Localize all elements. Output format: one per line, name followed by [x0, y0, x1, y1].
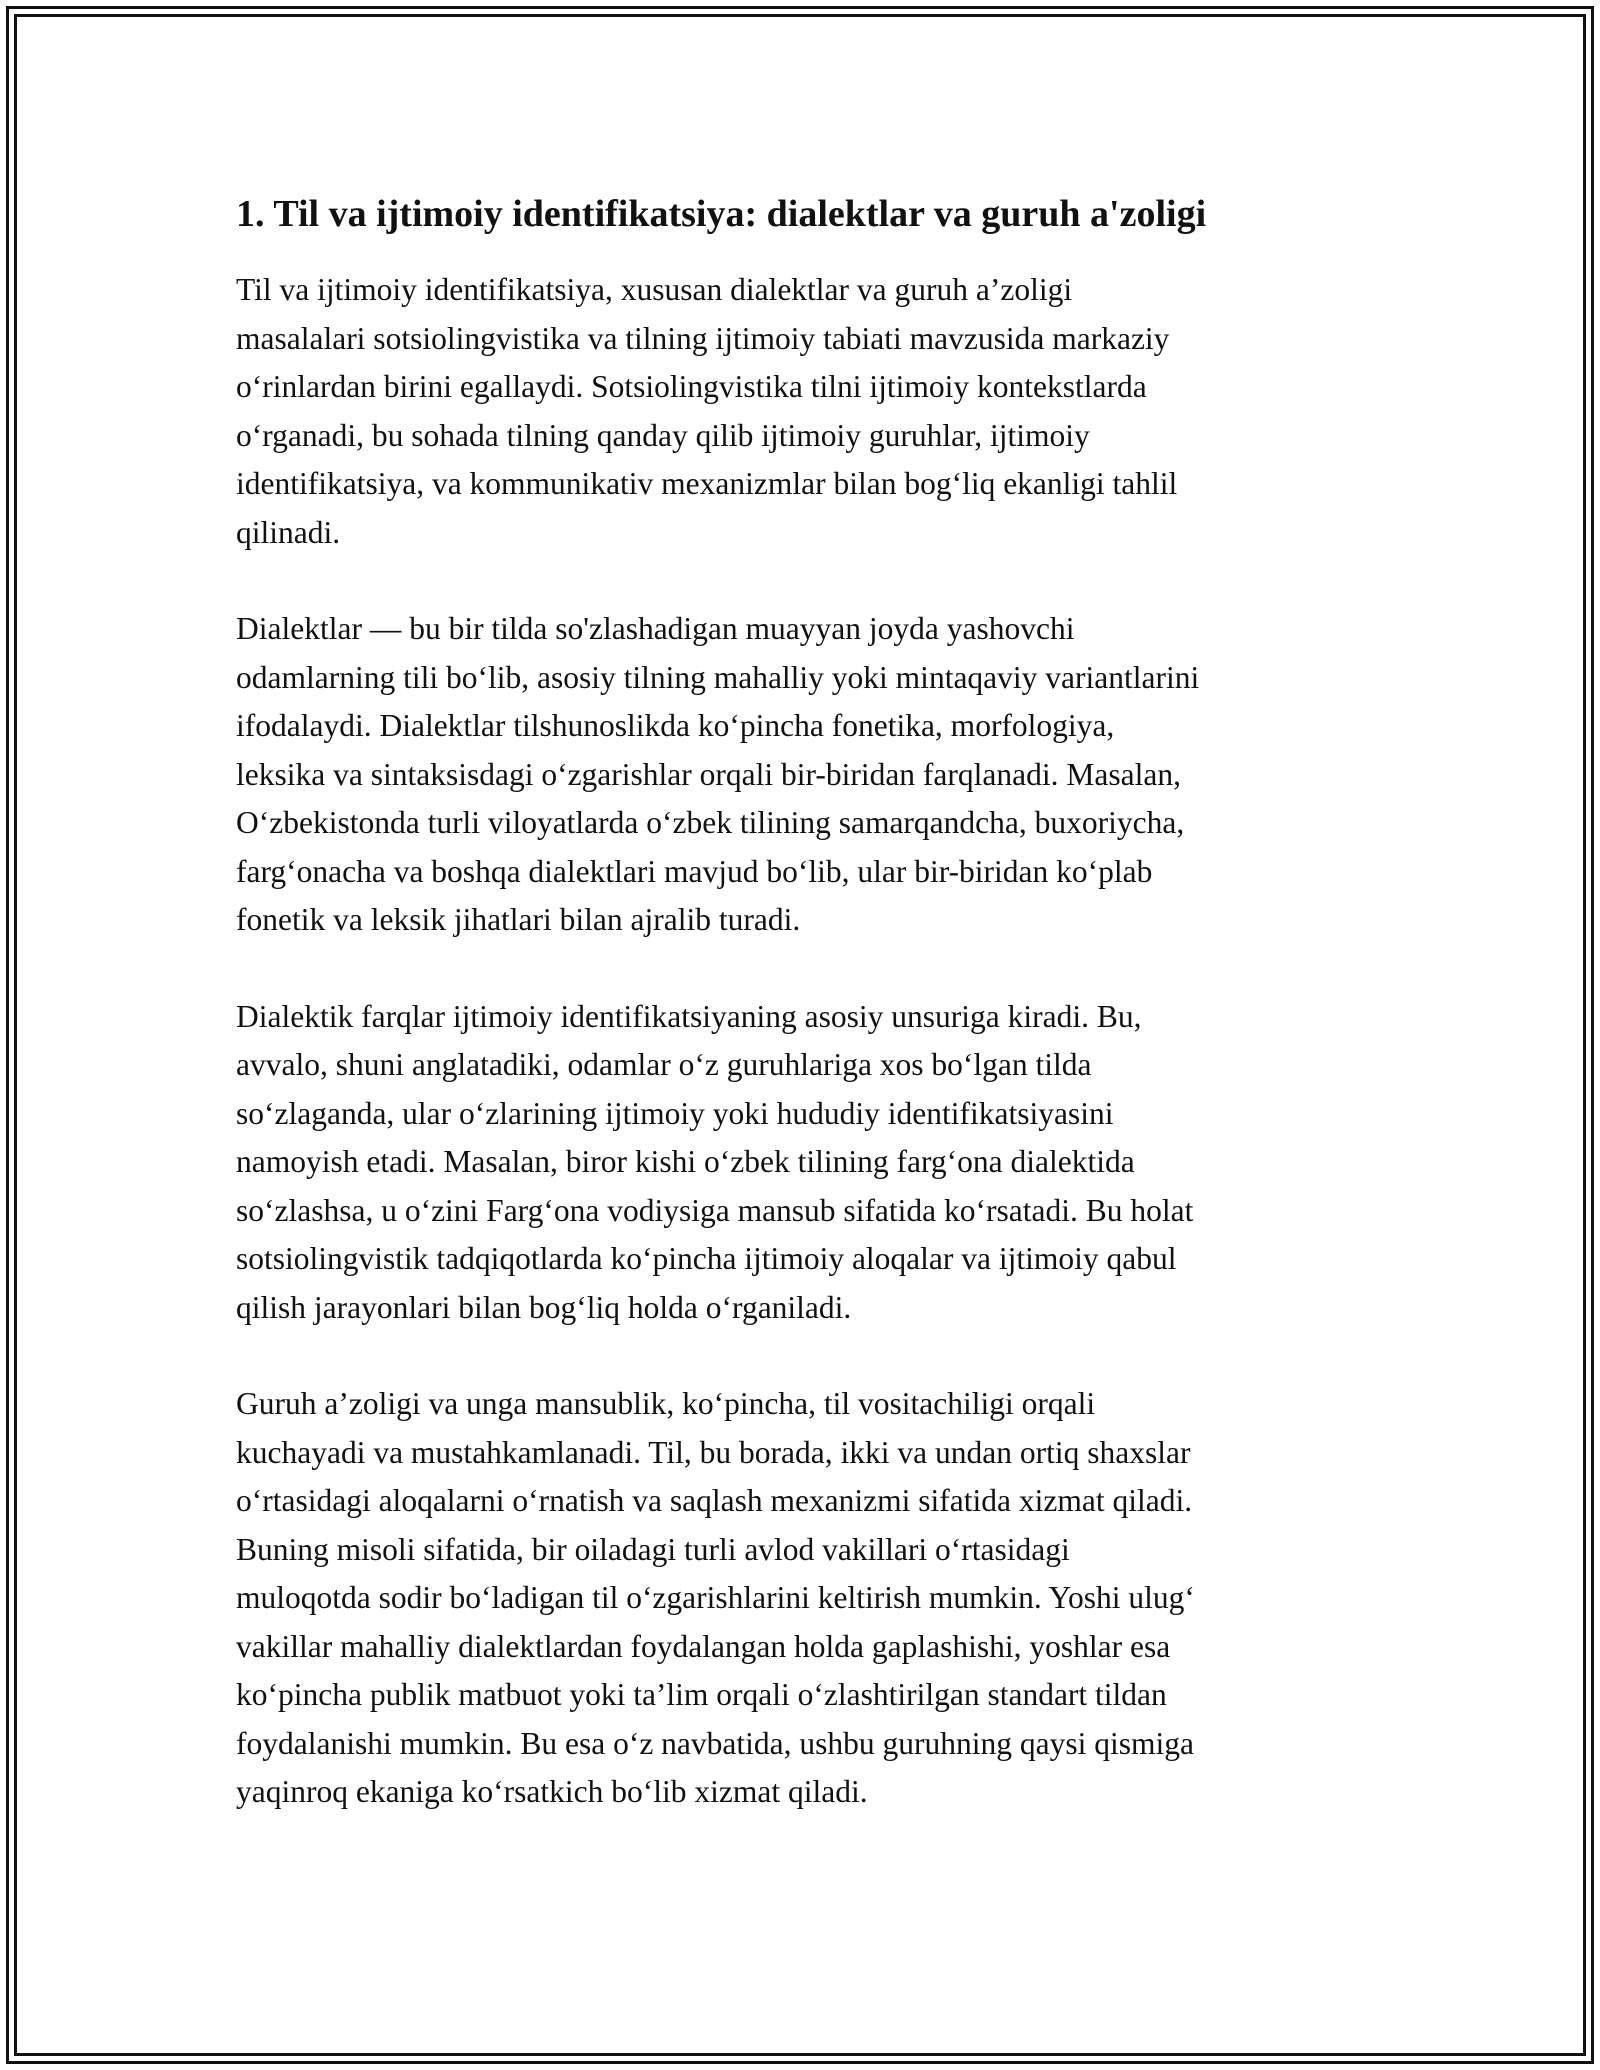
paragraph-line: ko‘pincha publik matbuot yoki ta’lim orqali o‘zlashtirilgan standart tildan: [236, 1677, 1167, 1712]
paragraph: [236, 605, 1366, 945]
paragraph-line: O‘zbekistonda turli viloyatlarda o‘zbek tilining samarqandcha, buxoriycha,: [236, 805, 1185, 840]
paragraph: [236, 266, 1366, 557]
paragraph-line: avvalo, shuni anglatadiki, odamlar o‘z guruhlariga xos bo‘lgan tilda: [236, 1047, 1092, 1082]
paragraph-line: Dialektik farqlar ijtimoiy identifikatsiyaning asosiy unsuriga kiradi. Bu,: [236, 998, 1142, 1034]
paragraph-line: namoyish etadi. Masalan, biror kishi o‘zbek tilining farg‘ona dialektida: [236, 1144, 1135, 1179]
paragraph-line: qilish jarayonlari bilan bog‘liq holda o‘rganiladi.: [236, 1289, 852, 1325]
paragraph-line: o‘rganadi, bu sohada tilning qanday qilib ijtimoiy guruhlar, ijtimoiy: [236, 417, 1090, 453]
paragraph-line: yaqinroq ekaniga ko‘rsatkich bo‘lib xizmat qiladi.: [236, 1774, 868, 1809]
paragraph-line: so‘zlaganda, ular o‘zlarining ijtimoiy yoki hududiy identifikatsiyasini: [236, 1095, 1114, 1131]
paragraph-line: muloqotda sodir bo‘ladigan til o‘zgarishlarini keltirish mumkin. Yoshi ulug‘: [236, 1580, 1195, 1615]
section-heading: 1. Til va ijtimoiy identifikatsiya: dialektlar va guruh a'zoligi: [236, 193, 1207, 235]
paragraph-line: identifikatsiya, va kommunikativ mexanizmlar bilan bog‘liq ekanligi tahlil: [236, 466, 1178, 501]
paragraph-line: ifodalaydi. Dialektlar tilshunoslikda ko‘pincha fonetika, morfologiya,: [236, 708, 1115, 743]
paragraph-line: Guruh a’zoligi va unga mansublik, ko‘pincha, til vositachiligi orqali: [236, 1386, 1096, 1421]
paragraph-line: farg‘onacha va boshqa dialektlari mavjud bo‘lib, ular bir-biridan ko‘plab: [236, 853, 1153, 889]
paragraph-line: odamlarning tili bo‘lib, asosiy tilning mahalliy yoki mintaqaviy variantlarini: [236, 659, 1200, 695]
paragraph-list: [236, 266, 1366, 1817]
paragraph-line: Til va ijtimoiy identifikatsiya, xususan dialektlar va guruh a’zoligi: [236, 272, 1073, 307]
paragraph-line: Dialektlar — bu bir tilda so'zlashadigan muayyan joyda yashovchi: [236, 611, 1075, 646]
paragraph-line: vakillar mahalliy dialektlardan foydalangan holda gaplashishi, yoshlar esa: [236, 1628, 1171, 1664]
paragraph-line: o‘rinlardan birini egallaydi. Sotsiolingvistika tilni ijtimoiy kontekstlarda: [236, 369, 1147, 404]
paragraph-line: qilinadi.: [236, 514, 341, 550]
paragraph-line: o‘rtasidagi aloqalarni o‘rnatish va saqlash mexanizmi sifatida xizmat qiladi.: [236, 1483, 1193, 1518]
document-body: [236, 188, 1366, 1865]
paragraph-line: masalalari sotsiolingvistika va tilning ijtimoiy tabiati mavzusida markaziy: [236, 320, 1170, 356]
paragraph: [236, 993, 1366, 1333]
paragraph-line: fonetik va leksik jihatlari bilan ajralib turadi.: [236, 902, 801, 937]
paragraph-line: foydalanishi mumkin. Bu esa o‘z navbatida, ushbu guruhning qaysi qismiga: [236, 1725, 1194, 1761]
paragraph-line: so‘zlashsa, u o‘zini Farg‘ona vodiysiga mansub sifatida ko‘rsatadi. Bu holat: [236, 1192, 1194, 1228]
paragraph: [236, 1380, 1366, 1817]
paragraph-line: Buning misoli sifatida, bir oiladagi turli avlod vakillari o‘rtasidagi: [236, 1531, 1070, 1567]
paragraph-line: kuchayadi va mustahkamlanadi. Til, bu borada, ikki va undan ortiq shaxslar: [236, 1434, 1191, 1470]
paragraph-line: leksika va sintaksisdagi o‘zgarishlar orqali bir-biridan farqlanadi. Masalan,: [236, 756, 1181, 792]
paragraph-line: sotsiolingvistik tadqiqotlarda ko‘pincha ijtimoiy aloqalar va ijtimoiy qabul: [236, 1241, 1177, 1276]
